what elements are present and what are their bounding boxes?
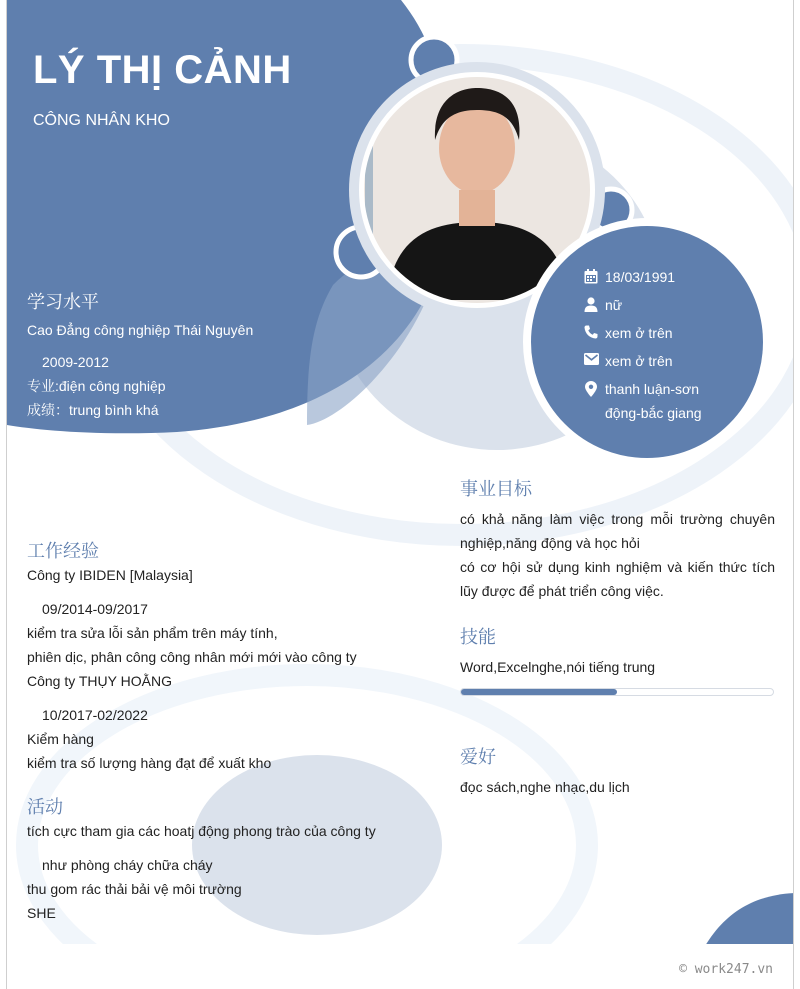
objective-line-1: có khả năng làm việc trong mỗi trường chuyên nghiệp,năng động và học hỏi bbox=[460, 511, 775, 551]
education-heading: 学习水平 bbox=[27, 292, 99, 312]
education-grade: 成绩：trung bình khá bbox=[27, 402, 159, 418]
skill-level-bar bbox=[460, 688, 774, 696]
contact-text: xem ở trên bbox=[605, 353, 673, 369]
job-period: 10/2017-02/2022 bbox=[42, 707, 148, 723]
person-icon bbox=[577, 293, 605, 312]
education-period: 2009-2012 bbox=[42, 354, 109, 370]
email-icon bbox=[577, 349, 605, 365]
hobbies-heading: 爱好 bbox=[460, 747, 496, 767]
activity-line: SHE bbox=[27, 905, 56, 921]
experience-heading: 工作经验 bbox=[27, 541, 99, 561]
objective-section bbox=[460, 475, 775, 603]
hobbies-text: đọc sách,nghe nhạc,du lịch bbox=[460, 779, 630, 795]
contact-list bbox=[577, 265, 757, 429]
contact-address bbox=[577, 377, 757, 425]
job-title: CÔNG NHÂN KHO bbox=[33, 112, 170, 129]
cv-page bbox=[6, 0, 794, 989]
skill-level-fill bbox=[461, 689, 617, 695]
experience-section bbox=[27, 537, 427, 775]
activity-line: thu gom rác thải bải vệ môi trường bbox=[27, 881, 242, 897]
contact-text: thanh luận-sơn động-bắc giang bbox=[605, 381, 702, 421]
phone-icon bbox=[577, 321, 605, 339]
skills-section bbox=[460, 623, 775, 679]
hobbies-section bbox=[460, 743, 775, 799]
education-school: Cao Đẳng công nghiệp Thái Nguyên bbox=[27, 322, 254, 338]
job-company: Công ty IBIDEN [Malaysia] bbox=[27, 567, 193, 583]
job-desc: Kiểm hàng bbox=[27, 731, 94, 747]
skills-text: Word,Excelnghe,nói tiếng trung bbox=[460, 659, 656, 675]
objective-heading: 事业目标 bbox=[460, 479, 532, 499]
skills-heading: 技能 bbox=[460, 627, 496, 647]
contact-phone bbox=[577, 321, 757, 345]
job-desc: phiên dịc, phân công công nhân mới mới vào công ty bbox=[27, 649, 357, 665]
contact-text: 18/03/1991 bbox=[605, 269, 676, 285]
activity-line: như phòng cháy chữa cháy bbox=[42, 857, 213, 873]
job-desc: kiểm tra số lượng hàng đạt để xuất kho bbox=[27, 755, 272, 771]
copyright-text[interactable]: © work247.vn bbox=[679, 962, 773, 977]
contact-email bbox=[577, 349, 757, 373]
objective-line-2: có cơ hội sử dụng kinh nghiệm và kiến thức tích lũy được để phát triển công việc. bbox=[460, 559, 775, 599]
calendar-icon bbox=[577, 265, 605, 284]
job-desc: kiểm tra sửa lỗi sản phẩm trên máy tính, bbox=[27, 625, 278, 641]
footer-band bbox=[7, 944, 794, 989]
job-period: 09/2014-09/2017 bbox=[42, 601, 148, 617]
contact-text: xem ở trên bbox=[605, 325, 673, 341]
contact-gender bbox=[577, 293, 757, 317]
job-company: Công ty THỤY HOẰNG bbox=[27, 673, 172, 689]
person-name: LÝ THỊ CẢNH bbox=[33, 48, 292, 92]
activity-line: tích cực tham gia các hoatj động phong trào của công ty bbox=[27, 823, 376, 839]
activities-section bbox=[27, 793, 427, 925]
education-section bbox=[27, 288, 327, 422]
contact-text: nữ bbox=[605, 297, 623, 313]
contact-birthdate bbox=[577, 265, 757, 289]
education-major: 专业:điện công nghiệp bbox=[27, 378, 166, 394]
activities-heading: 活动 bbox=[27, 797, 63, 817]
location-icon bbox=[577, 377, 605, 397]
